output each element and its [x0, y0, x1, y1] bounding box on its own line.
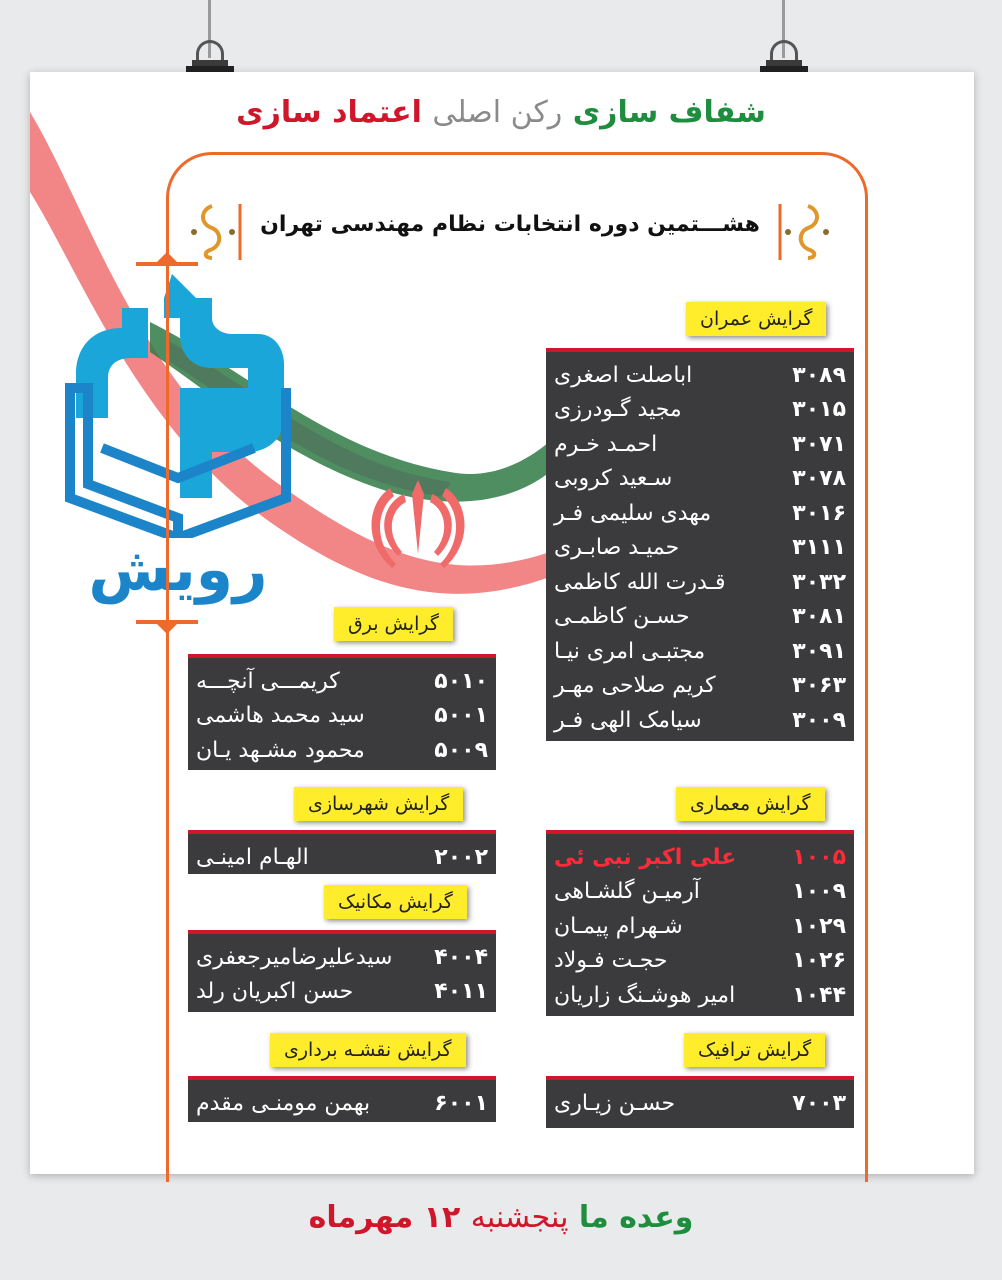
section-label-memari: گرایش معماری [676, 787, 825, 821]
candidate-name: الهـام امینـی [196, 844, 309, 870]
candidate-code: ۴۰۱۱ [434, 979, 488, 1005]
candidate-name: سید محمد هاشمی [196, 703, 365, 729]
logo-text: رویش [88, 535, 268, 605]
candidate-code: ۱۰۴۴ [792, 982, 846, 1008]
candidate-name: شـهرام پیمـان [554, 913, 683, 939]
candidate-row [546, 531, 854, 566]
candidate-code: ۷۰۰۳ [792, 1090, 846, 1116]
candidate-row [546, 462, 854, 497]
candidate-name: سیدعلیرضامیرجعفری [196, 944, 393, 970]
candidate-name: حسـن زیـاری [554, 1090, 676, 1116]
candidate-code: ۳۰۱۶ [792, 500, 846, 526]
headline-part2: رکن اصلی [432, 95, 563, 130]
candidate-code: ۴۰۰۴ [434, 944, 488, 970]
candidate-code: ۳۰۷۸ [792, 466, 846, 492]
candidate-row [188, 733, 496, 768]
candidate-name: سـعید کروبی [554, 466, 673, 492]
candidate-code: ۳۰۸۱ [792, 604, 846, 630]
candidate-row [546, 393, 854, 428]
candidate-code: ۳۰۹۱ [792, 638, 846, 664]
candidate-name: آرمیـن گلشـاهی [554, 879, 700, 905]
candidate-row [546, 496, 854, 531]
candidate-row [188, 840, 496, 875]
candidate-name: کریمـــی آنچـــه [196, 668, 340, 694]
candidate-name: حسـن کاظمـی [554, 604, 690, 630]
candidate-row [546, 909, 854, 944]
candidate-code: ۱۰۰۹ [792, 879, 846, 905]
candidate-box-omran [546, 348, 854, 741]
candidate-row [546, 634, 854, 669]
candidate-code: ۱۰۲۹ [792, 913, 846, 939]
candidate-code: ۵۰۰۱ [434, 703, 488, 729]
candidate-name: حمیـد صابـری [554, 535, 680, 561]
candidate-code: ۱۰۲۶ [792, 948, 846, 974]
section-label-bargh: گرایش برق [334, 607, 453, 641]
candidate-name: اباصلت اصغری [554, 362, 693, 388]
candidate-code: ۱۰۰۵ [792, 844, 846, 870]
candidate-name: محمود مشـهد یـان [196, 737, 365, 763]
candidate-box-terafik [546, 1076, 854, 1128]
candidate-code: ۶۰۰۱ [434, 1090, 488, 1116]
candidate-row [546, 358, 854, 393]
candidate-name: علی اکبر نبی ئی [554, 844, 737, 870]
candidate-row [546, 600, 854, 635]
footer-slogan [0, 1200, 1002, 1235]
candidate-name: مجید گـودرزی [554, 397, 682, 423]
candidate-row [546, 1086, 854, 1121]
section-label-terafik: گرایش ترافیک [684, 1033, 825, 1067]
candidate-name: حجـت فـولاد [554, 948, 668, 974]
ornament-right-icon [776, 200, 838, 264]
section-label-mechanic: گرایش مکانیک [324, 885, 467, 919]
candidate-row [546, 840, 854, 875]
candidate-row [546, 427, 854, 462]
election-subtitle: هشـــتمین دوره انتخابات نظام مهندسی تهران [260, 212, 760, 237]
candidate-code: ۳۰۱۵ [792, 397, 846, 423]
candidate-code: ۳۱۱۱ [792, 535, 846, 561]
candidate-name: سیامک الهی فـر [554, 707, 702, 733]
headline-part1: شفاف سازی [572, 95, 766, 130]
candidate-code: ۳۰۷۱ [792, 431, 846, 457]
candidate-row [546, 875, 854, 910]
candidate-row [188, 975, 496, 1010]
section-label-shahrsazi: گرایش شهرسازی [294, 787, 463, 821]
candidate-name: مجتبـی امری نیـا [554, 638, 706, 664]
headline [0, 95, 1002, 130]
candidate-name: مهدی سلیمی فـر [554, 500, 712, 526]
footer-part2: پنجشنبه [470, 1200, 569, 1235]
footer-part3: ۱۲ مهرماه [308, 1200, 461, 1235]
candidate-name: قـدرت الله کاظمی [554, 569, 726, 595]
candidate-row [188, 940, 496, 975]
candidate-code: ۳۰۳۲ [792, 569, 846, 595]
candidate-box-naghshe [188, 1076, 496, 1122]
section-label-omran: گرایش عمران [686, 302, 826, 336]
candidate-row [546, 565, 854, 600]
footer-part1: وعده ما [578, 1200, 694, 1235]
candidate-box-shahrsazi [188, 830, 496, 874]
candidate-row [546, 978, 854, 1013]
candidate-name: امیر هوشـنگ زاریان [554, 982, 736, 1008]
candidate-box-bargh [188, 654, 496, 770]
section-label-naghshe: گرایش نقشـه برداری [270, 1033, 466, 1067]
candidate-row [188, 1086, 496, 1121]
candidate-name: کریم صلاحی مهـر [554, 673, 716, 699]
candidate-row [546, 703, 854, 738]
candidate-row [188, 699, 496, 734]
ornament-left-icon [182, 200, 244, 264]
candidate-row [546, 669, 854, 704]
candidate-box-memari [546, 830, 854, 1016]
candidate-code: ۳۰۸۹ [792, 362, 846, 388]
candidate-code: ۳۰۰۹ [792, 707, 846, 733]
candidate-row [546, 944, 854, 979]
candidate-code: ۵۰۱۰ [434, 668, 488, 694]
candidate-code: ۵۰۰۹ [434, 737, 488, 763]
candidate-row [188, 664, 496, 699]
headline-part3: اعتماد سازی [236, 95, 422, 130]
candidate-name: حسن اکبریان رلد [196, 979, 354, 1005]
candidate-name: احمـد خـرم [554, 431, 658, 457]
candidate-code: ۳۰۶۳ [792, 673, 846, 699]
candidate-box-mechanic [188, 930, 496, 1012]
candidate-name: بهمن مومنـی مقدم [196, 1090, 371, 1116]
candidate-code: ۲۰۰۲ [434, 844, 488, 870]
